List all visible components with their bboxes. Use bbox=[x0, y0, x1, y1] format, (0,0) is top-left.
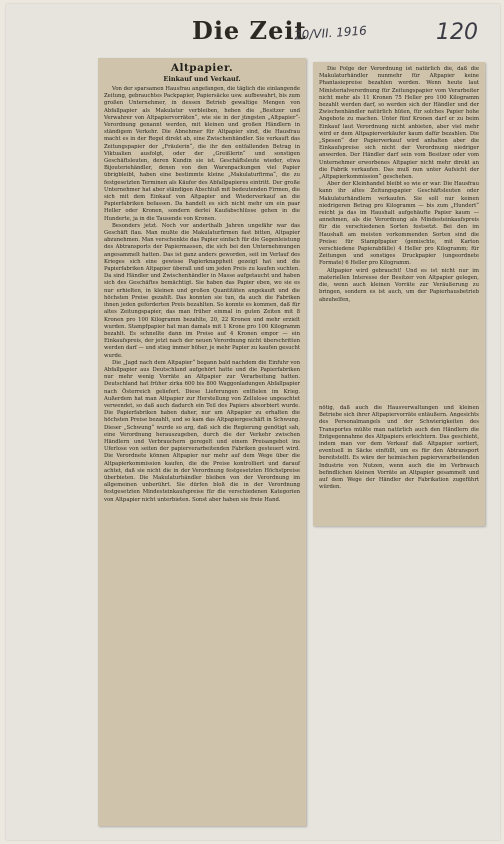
paragraph: Die „Jagd nach dem Altpapier“ begann bald nachdem die Einfuhr von Abfallpapier aus Deutschland aufgehört hatte und die Papierfabriken nur mehr wenig Vorräte an Altpapier zur Verarbeitung hatten. Deutschland hat früher zirka 600 bis 800 Waggonladungen Abfallpapier nach Österreich geliefert. Diese Lieferungen entfielen im Krieg. Außerdem hat man Altpapier zur Herstellung von Zellulose ungeachtet verwendet, so daß auch dadurch ein Teil des Papiers absorbiert wurde. Die Papierfabriken haben daher, nur um Altpapier zu erhalten die höchsten Preise bezahlt, und so kam das Altpapiergeschäft in Schwung. Dieser „Schwung“ wurde so arg, daß sich die Regierung genötigt sah, eine Verordnung herauszugeben, durch die der Verkehr zwischen Händlern und Verbrauchern geregelt und einem Preisangebot ins Uferlose von seiten der papierverarbeitenden Fabriken gesteuert wird. Die Verordnete können Altpapier nur mehr auf dem Wege über die Altpapierkommission kaufen, die die Preise kontrolliert und darauf achtet, daß sie nicht die in der Verordnung festgesetzten Höchstpreise überbieten. Die Makulaturhändler bleiben von der Verordnung im allgemeinen unberührt. Sie dürfen bloß die in der Verordnung festgesetzten Mindesteinkaufspreise für die verschiedenen Kategorien von Altpapier nicht unterbieten. Sonst aber haben sie freie Hand. bbox=[104, 359, 300, 503]
paragraph: nötig, daß auch die Hausverwaltungen und kleinen Betriebe sich ihrer Altpapiervorräte entäußern. Angesichts des Personalmangels und der Schwierigkeiten des Transportes müßte man natürlich auch den Händlern die Entgegennahme des Altpapiers erleichtern. Das geschieht, indem man vor dem Verkauf daß Altpapier sortiert, eventuell in Säcke einfüllt, um es für den Abtransport bereitstellt. Es wäre der heimischen papierverarbeitenden Industrie von Nutzen, wenn auch die im Verbrauch befindlichen kleinen Vorräte an Altpapier gesammelt und auf dem Wege der Händler der Fabrikation zugeführt würden. bbox=[319, 405, 479, 491]
clipping-right-bottom bbox=[313, 402, 485, 526]
clipping-right-top bbox=[313, 62, 485, 402]
clipping-left-column bbox=[98, 58, 306, 826]
paragraph: Von der sparsamen Hausfrau angefangen, die täglich die einlangende Zeitung, gebrauchtes Packpapier, Papiersäcke usw. aufbewahrt, bis zum großen Unternehmer, in dessen Betrieb gewaltige Mengen von Abfallpapier als Makulatur verbleiben, heben die „Besitzer und Verwahrer von Altpapiervorräten“, wie sie in der jüngsten „Altpapier“-Verordnung genannt werden, mit kleinen und großen Händlern in ständigem Verkehr. Die Abnehmer für Altpapier sind, die Hausfrau macht es in der Regel direkt ab, eine Zwischenhändler. Sie verkauft das Zeitungspapier der „Fräulerin“, die ihr den entfallenden Betrag in Viktualien ausfolgt, oder der „Greißlerin“ und sonstigen Geschäftsleuten, deren Kundin sie ist. Geschäftsleute wieder, etwa Bijouteriehändler, denen von den Warenpackungen viel Papier übrigbleibt, haben eine bestimmte kleine „Makulaturfirma“, die zu festgesetzten Terminen als Käufer des Abfallpapieres eintritt. Der große Unternehmer hat aber ständigen Abschluß mit bedeutenden Firmen, die sich mit dem Einkauf von Altpapier und Wiederverkauf an die Papierfabriken befassen. Da handelt es sich nicht mehr um ein paar Heller oder Kronen, sondern derlei Kaufabschlüsse gehen in die Hunderte, ja in die Tausende von Kronen. bbox=[104, 86, 300, 222]
masthead bbox=[6, 12, 500, 52]
article-title: Altpapier. bbox=[170, 62, 234, 74]
newspaper-name: Die Zeit bbox=[192, 16, 307, 45]
handwritten-date: 20/VII. 1916 bbox=[293, 23, 368, 43]
paragraph: Altpapier wird gebraucht! Und es ist nicht nur im materiellen Interesse der Besitzer von Altpapier gelegen, die, wenn auch kleinen Vorräte zur Veräußerung zu bringen, sondern es ist auch, um der Papierhausbetrieb abzuhelfen, bbox=[319, 267, 479, 303]
handwritten-number: 120 bbox=[436, 20, 478, 45]
article-subtitle: Einkauf und Verkauf. bbox=[163, 75, 241, 83]
paragraph: Die Folge der Verordnung ist natürlich die, daß die Makulaturhändler nunmehr für Altpapier keine Phantasiepreise bezahlen werden. Wenn heute laut Ministerialverordnung für Zeitungspapier vom Verarbeiter nicht mehr als 11 Kronen 75 Heller pro 100 Kilogramm bezahlt werden darf, so werden sich der Händler und der Zwischenhändler natürlich hüten, für solches Papier hohe Angebote zu machen. Unter fünf Kronen darf er zu beim Einkauf laut Verordnung nicht anbieten, aber viel mehr wird er dem Altpapierverkäufer kaum dafür bezahlen. Die „Spesen“ der Papierverkauf wird anhalten aber die Einkaufspreise sich nicht der Verordnung niedriger anwerden. Der Händler darf sein vom Besitzer oder vom Unternehmer erworbenes Altpapier nicht mehr direkt an die Fabrik verkaufen. Das muß nun unter Aufsicht der „Altpapierkommission“ geschehen. bbox=[319, 66, 479, 181]
paragraph: Besonders jetzt. Noch vor anderthalb Jahren ungefähr war das Geschäft flau. Man mußte die Makulaturfirmen fast bitten, Altpapier abzunehmen. Man verschenkte das Papier einfach für die Gegenleistung des Abtransports der Papiermassen, die sich bei den Unternehmungen angesammelt hatten. Das ist ganz anders geworden, seit im Verlauf des Krieges sich eine gewisse Papierknappheit gezeigt hat und die Papierfabriken Altpapier überall und um jeden Preis zu kaufen suchten. Da sind Händler und Zwischenhändler in Masse aufgetaucht und haben sich des Geschäftes bemächtigt. Sie haben das Papier eben, wo sie es nur erhielten, in kleinen und großen Quantitäten angekauft und die höchsten Preise gezahlt. Das konnten sie tun, da auch die Fabriken ihnen jeden geforderten Preis bezahlten. So konnte es kommen, daß für altes Zeitungspapier, das man früher einmal in guten Zeiten mit 8 Kronen pro 100 Kilogramm bezahlte, 20, 22 Kronen und mehr erzielt wurden. Stampfpapier hat man damals mit 1 Krone pro 100 Kilogramm bezahlt. Es schnellte dann im Preise auf 4 Kronen empor — ein Einkaufspreis, der jetzt nach der neuen Verordnung nicht überschritten werden darf — und stieg immer höher, je mehr Papier zu kaufen gesucht wurde. bbox=[104, 222, 300, 359]
paragraph: Aber der Kleinhandel bleibt so wie er war. Die Hausfrau kann ihr altes Zeitungspapier Geschäftsleuten oder Makulaturhändlern verkaufen. Sie soll nur keinen niedrigeren Betrag pro Kilogramm — bis zum „Hundert“ reicht ja das im Haushalt aufgehäufte Papier kaum — annehmen, als die Verordnung als Mindesteinkaufspreis für die verschiedenen Sorten festsetzt. Bei den im Haushalt am meisten vorkommenden Sorten sind die Preise: für Stampfpapier (gemischte, mit Karton verschiedene Papierabfälle) 4 Heller pro Kilogramm; für Zeitungen und sonstiges Druckpapier (ungeordnete Formate) 6 Heller pro Kilogramm. bbox=[319, 181, 479, 267]
